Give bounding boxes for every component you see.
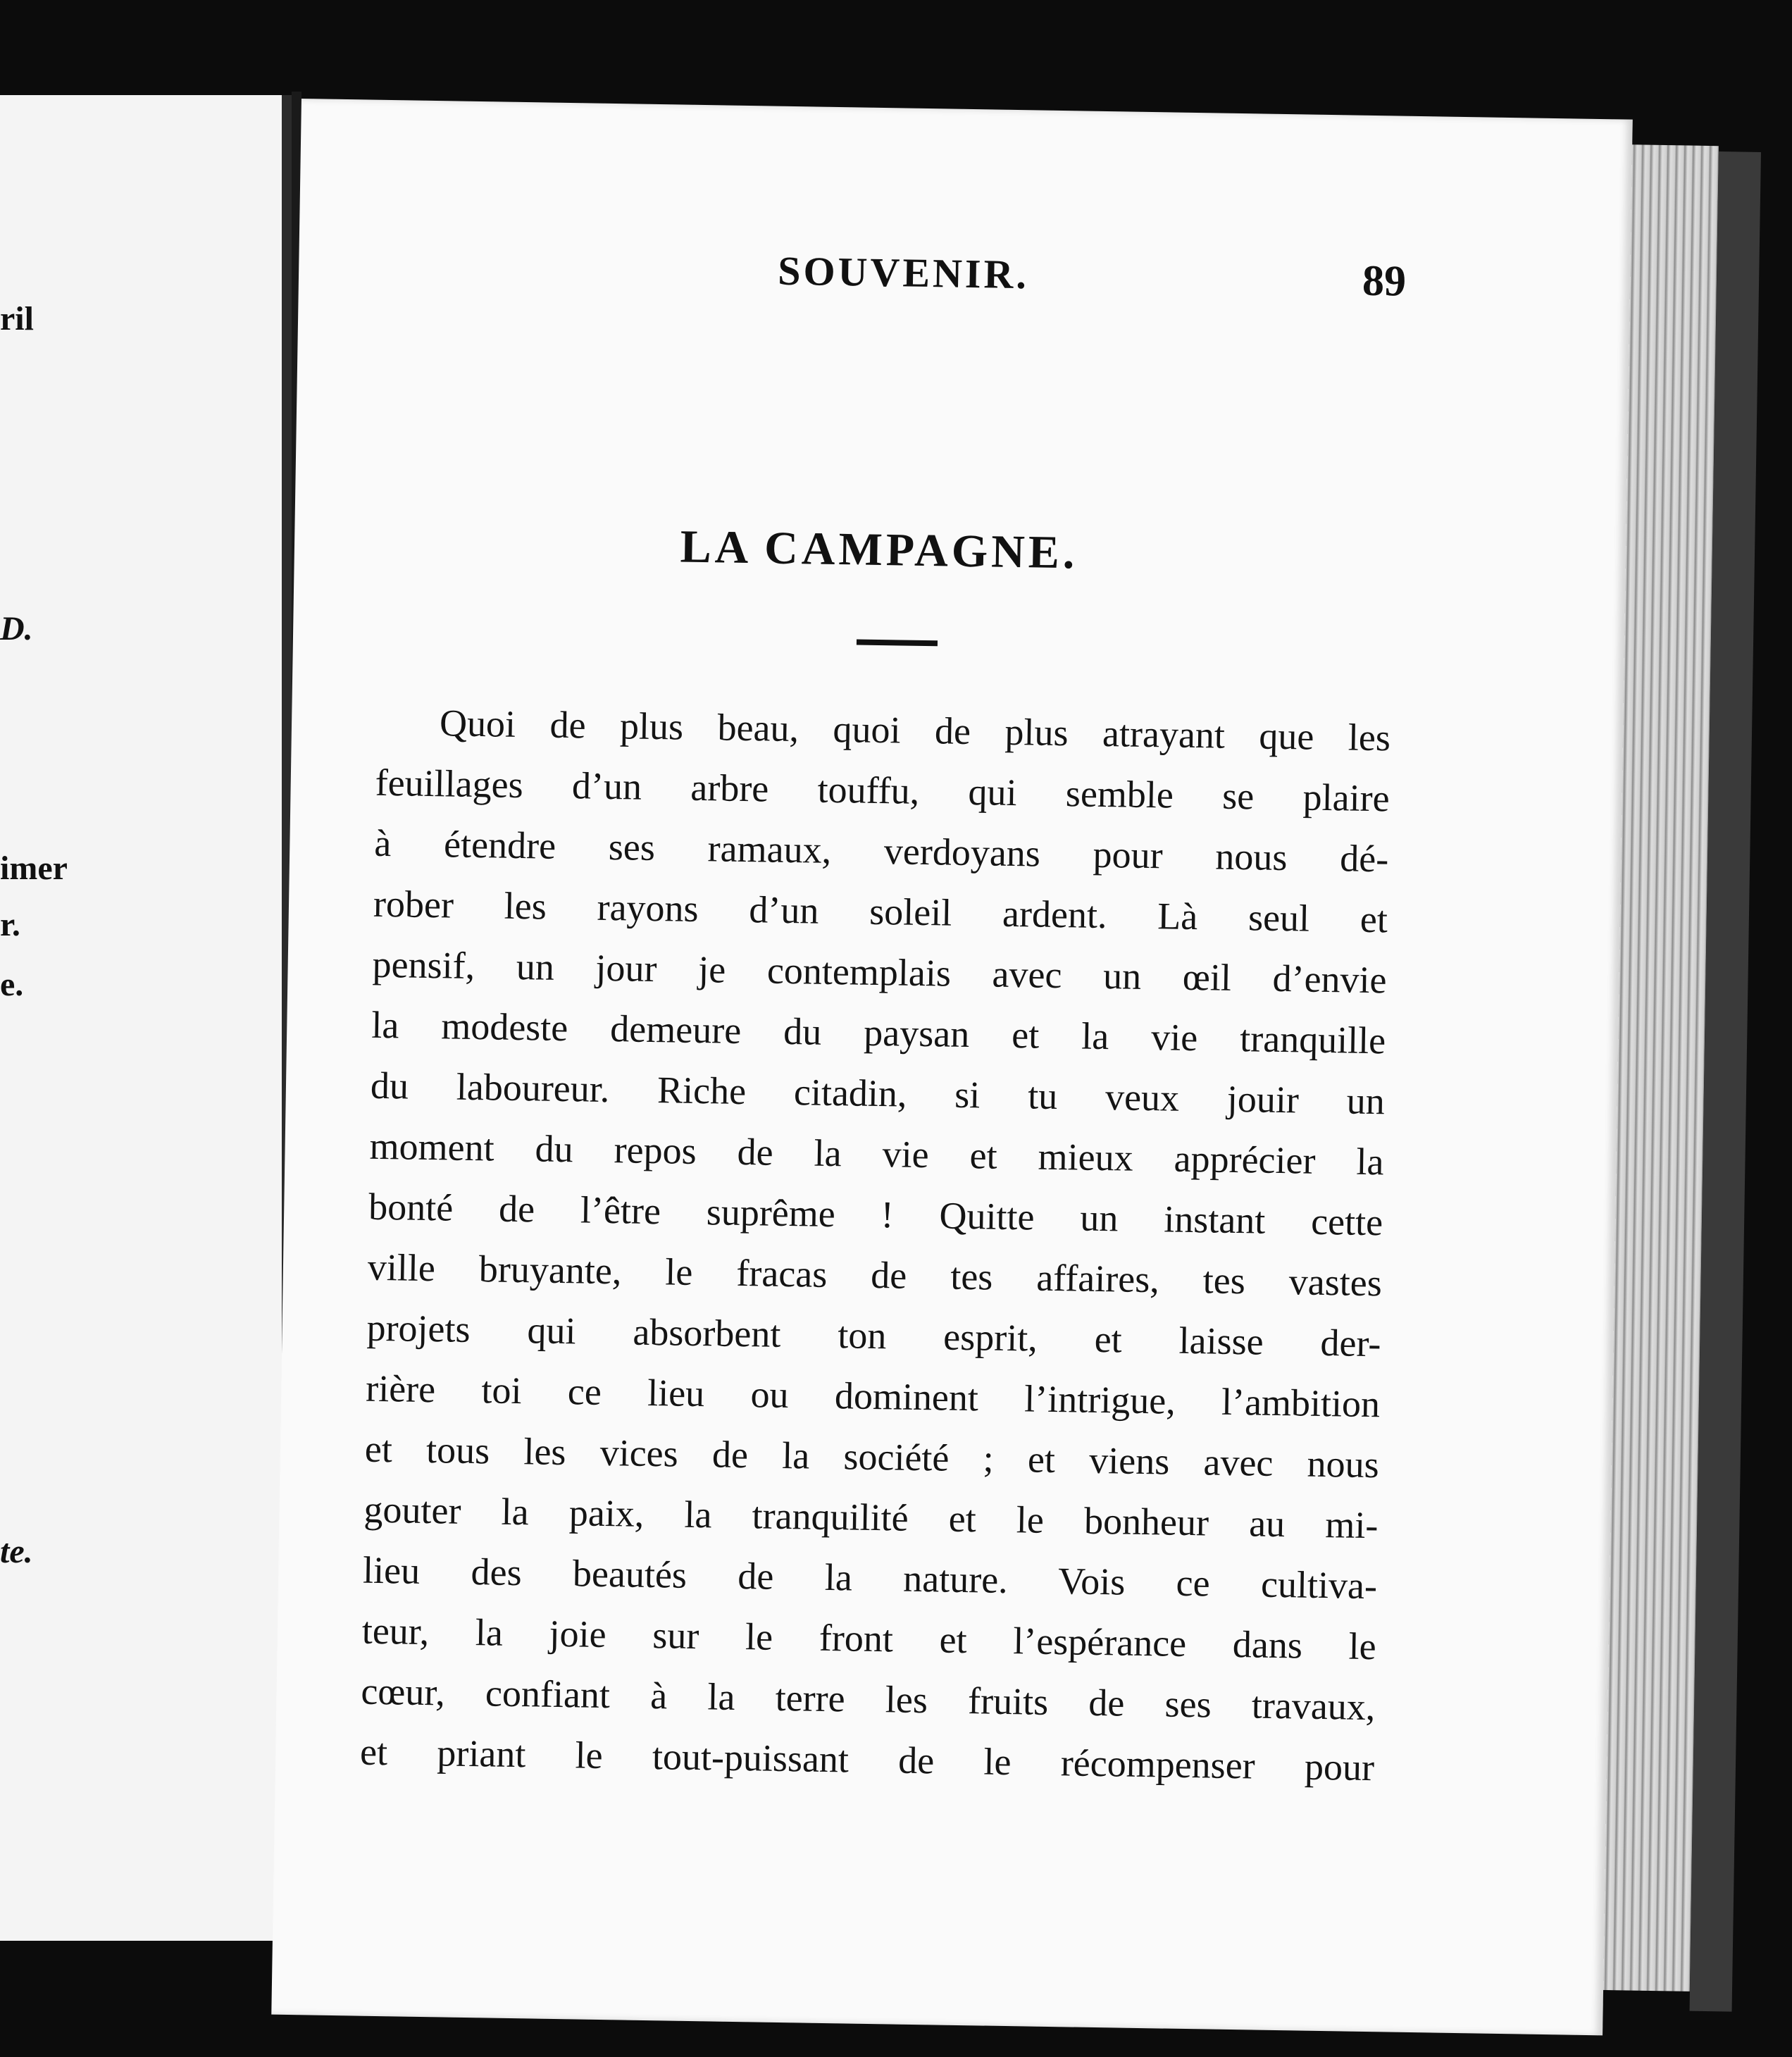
left-page-fragment: e.	[0, 966, 24, 1003]
text-line: lieu des beautés de la nature. Vois ce cultiva-	[362, 1548, 1378, 1608]
text-line: teur, la joie sur le front et l’espérance dans le	[361, 1609, 1377, 1668]
text-line: Quoi de plus beau, quoi de plus atrayant que les	[439, 702, 1391, 759]
page-header	[299, 240, 1631, 317]
page-number: 89	[1362, 256, 1407, 306]
text-line: et priant le tout-puissant de le récompenser pour	[359, 1730, 1375, 1789]
text-line: du laboureur. Riche citadin, si tu veux jouir un	[370, 1064, 1386, 1123]
left-page-fragment: ril	[0, 300, 34, 337]
title-rule	[857, 639, 938, 646]
running-title: SOUVENIR.	[777, 247, 1030, 298]
body-paragraph	[359, 692, 1390, 1798]
text-line: feuillages d’un arbre touffu, qui semble se plaire	[375, 761, 1390, 820]
text-line: gouter la paix, la tranquilité et le bonheur au mi-	[363, 1488, 1379, 1547]
text-line: pensif, un jour je contemplais avec un œil d’envie	[372, 943, 1388, 1002]
text-line: et tous les vices de la société ; et viens avec nous	[364, 1427, 1380, 1486]
right-page	[271, 99, 1632, 2035]
text-line: bonté de l’être suprême ! Quitte un instant cette	[368, 1185, 1383, 1244]
left-page-fragment: D.	[0, 610, 33, 647]
text-line: moment du repos de la vie et mieux apprécier la	[369, 1124, 1384, 1183]
left-page-fragment: r.	[0, 906, 20, 943]
text-line: cœur, confiant à la terre les fruits de ses travaux,	[361, 1670, 1376, 1729]
left-page-fragment: imer	[0, 850, 68, 887]
chapter-title: LA CAMPAGNE.	[680, 521, 1078, 579]
text-line: rière toi ce lieu ou dominent l’intrigue, l’ambition	[365, 1367, 1381, 1426]
left-facing-page	[0, 95, 292, 1941]
text-line: rober les rayons d’un soleil ardent. Là seul et	[373, 882, 1388, 941]
left-page-fragment: te.	[0, 1533, 33, 1570]
text-line: ville bruyante, le fracas de tes affaires, tes vastes	[367, 1245, 1383, 1305]
text-line: projets qui absorbent ton esprit, et laisse der-	[366, 1306, 1381, 1365]
text-line: à étendre ses ramaux, verdoyans pour nous dé-	[373, 821, 1389, 881]
text-line: la modeste demeure du paysan et la vie tranquille	[371, 1003, 1386, 1062]
